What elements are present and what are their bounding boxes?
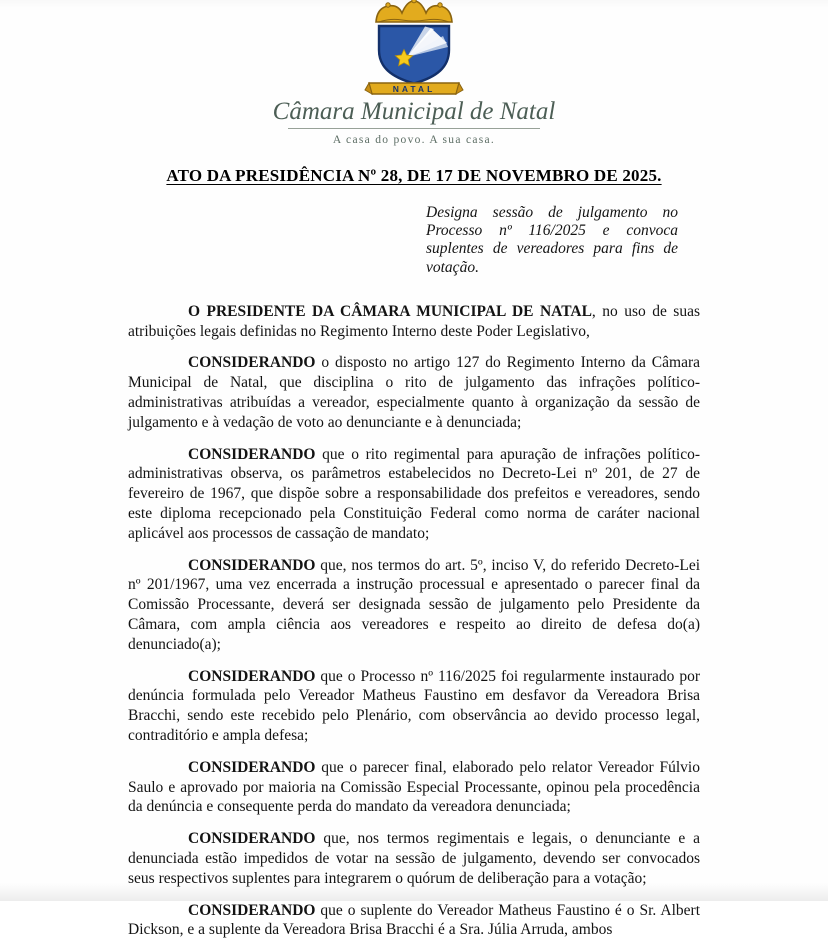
paragraph-text: que o suplente do Vereador Matheus Faustino é o Sr. Albert Dickson, e a suplente da Vereadora Brisa Bracchi é a Sra. Júlia Arruda, ambos (128, 901, 700, 939)
epigraph: Designa sessão de julgamento no Processo nº 116/2025 e convoca suplentes de vereadores para fins de votação. (426, 204, 678, 276)
org-name: Câmara Municipal de Natal (272, 98, 556, 125)
document-title: ATO DA PRESIDÊNCIA Nº 28, DE 17 DE NOVEMBRO DE 2025. (166, 166, 662, 185)
banner-label: NATAL (392, 84, 436, 94)
paragraph-considerando-1 (128, 353, 700, 432)
paragraph-considerando-5 (128, 758, 700, 817)
paragraph-text: que, nos termos do art. 5º, inciso V, do referido Decreto-Lei nº 201/1967, uma vez encerrada a instrução processual e apresentado o parecer final da Comissão Processante, deverá ser designada sessão de julgamento pelo Presidente da Câmara, com ampla ciência aos vereadores e respeito ao direito de defesa do(a) denunciado(a); (128, 556, 700, 653)
paragraph-considerando-7 (128, 901, 700, 941)
paragraph-considerando-6 (128, 829, 700, 888)
paragraph-text: que o parecer final, elaborado pelo relator Vereador Fúlvio Saulo e aprovado por maioria na Comissão Especial Processante, opinou pela procedência da denúncia e consequente perda do mandato da vereadora denunciada; (128, 758, 700, 816)
paragraph-lead: CONSIDERANDO (188, 667, 316, 685)
paragraph-lead: CONSIDERANDO (188, 445, 316, 463)
paragraph-lead: CONSIDERANDO (188, 830, 316, 848)
paragraph-text: que o rito regimental para apuração de infrações político-administrativas observa, os parâmetros estabelecidos no Decreto-Lei nº 201, de 27 de fevereiro de 1967, que dispõe sobre a responsabilidade dos prefeitos e vereadores, sendo este diploma recepcionado pela Constituição Federal como norma de caráter nacional aplicável aos processos de cassação de mandato; (128, 445, 700, 542)
paragraph-considerando-2 (128, 445, 700, 544)
paragraph-preamble (128, 302, 700, 342)
banner-icon (365, 83, 463, 94)
crown-icon (376, 0, 452, 22)
paragraph-text: , no uso de suas atribuições legais definidas no Regimento Interno deste Poder Legislativo, (128, 302, 700, 340)
paragraph-lead: CONSIDERANDO (188, 354, 316, 372)
letterhead (0, 0, 828, 146)
paragraph-text: que o Processo nº 116/2025 foi regularmente instaurado por denúncia formulada pelo Vereador Matheus Faustino em desfavor da Vereadora Brisa Bracchi, sendo este recebido pelo Plenário, com observância ao devido processo legal, contraditório e ampla defesa; (128, 667, 700, 744)
paragraph-lead: CONSIDERANDO (188, 901, 316, 919)
paragraph-lead: O PRESIDENTE DA CÂMARA MUNICIPAL DE NATAL (188, 302, 592, 320)
paragraph-considerando-4 (128, 667, 700, 746)
paragraph-considerando-3 (128, 556, 700, 655)
org-tagline: A casa do povo. A sua casa. (332, 134, 496, 146)
document-body (128, 302, 700, 940)
paragraph-text: que, nos termos regimentais e legais, o denunciante e a denunciada estão impedidos de votar na sessão de julgamento, devendo ser convocados seus respectivos suplentes para integrarem o quórum de deliberação para a votação; (128, 830, 700, 887)
paragraph-text: o disposto no artigo 127 do Regimento Interno da Câmara Municipal de Natal, que disciplina o rito de julgamento das infrações político-administrativas atribuídas a vereador, especialmente quanto à organização da sessão de julgamento e à vedação de voto ao denunciante e à denunciada; (128, 354, 700, 431)
natal-coat-of-arms-icon (355, 0, 473, 97)
document-content (128, 204, 700, 940)
shield-icon (379, 26, 449, 84)
paragraph-lead: CONSIDERANDO (188, 556, 316, 574)
header-divider (288, 128, 540, 129)
paragraph-lead: CONSIDERANDO (188, 758, 316, 776)
